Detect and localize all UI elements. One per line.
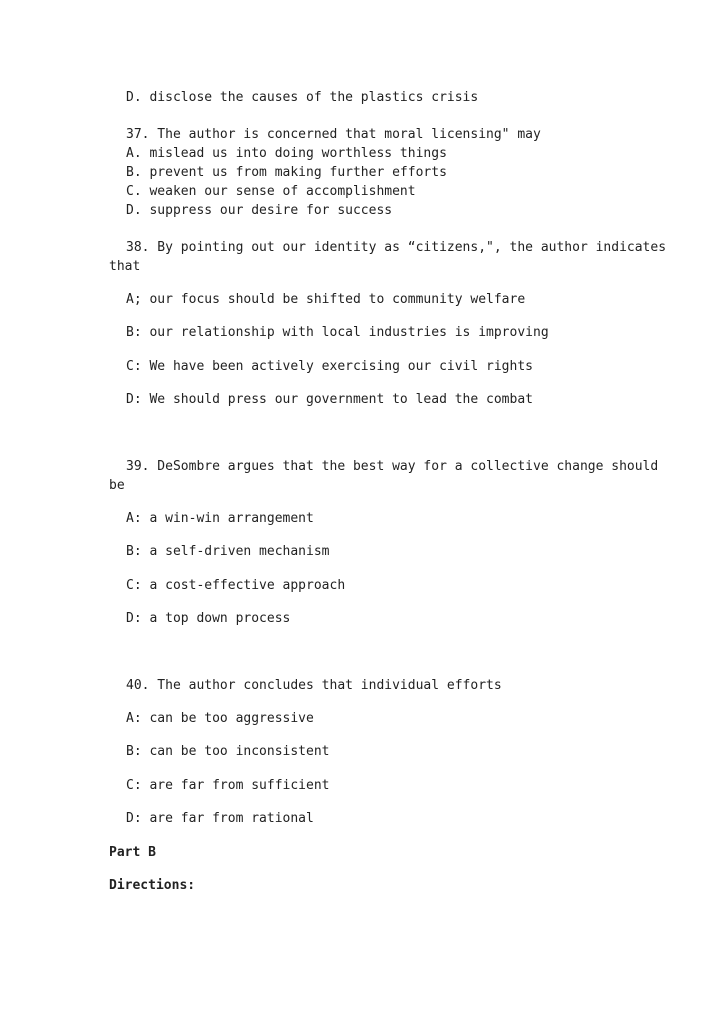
q40-option-c: C: are far from sufficient [126,778,330,793]
q39-stem-continued: be [109,478,125,493]
q38-stem-continued: that [109,259,141,274]
q38-option-c: C: We have been actively exercising our civil rights [126,359,533,374]
q39-option-b: B: a self-driven mechanism [126,544,330,559]
q40-stem: 40. The author concludes that individual efforts [126,678,502,693]
part-b-heading: Part B [109,845,156,860]
q40-option-d: D: are far from rational [126,811,314,826]
directions-label: Directions: [109,878,196,893]
q37-stem: 37. The author is concerned that moral licensing" may [126,127,541,142]
q39-option-d: D: a top down process [126,611,291,626]
q38-stem: 38. By pointing out our identity as “citizens,", the author indicates [126,240,667,255]
q39-stem: 39. DeSombre argues that the best way for a collective change should [126,459,659,474]
q39-option-c: C: a cost-effective approach [126,578,346,593]
q37-option-d: D. suppress our desire for success [126,203,393,218]
q40-option-b: B: can be too inconsistent [126,744,330,759]
q38-option-b: B: our relationship with local industries is improving [126,325,549,340]
q37-option-a: A. mislead us into doing worthless things [126,146,447,161]
q38-option-a: A; our focus should be shifted to community welfare [126,292,526,307]
q39-option-a: A: a win-win arrangement [126,511,314,526]
q37-option-c: C. weaken our sense of accomplishment [126,184,416,199]
q40-option-a: A: can be too aggressive [126,711,314,726]
q38-option-d: D: We should press our government to lead the combat [126,392,533,407]
q37-option-b: B. prevent us from making further efforts [126,165,447,180]
q36-option-d: D. disclose the causes of the plastics crisis [126,90,479,105]
